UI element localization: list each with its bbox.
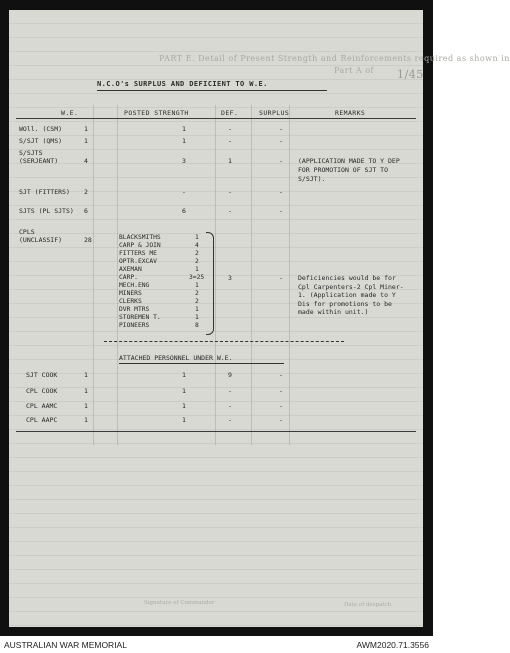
cpls-posted-total: 3=25 [189,274,205,281]
attached-we: 1 [84,416,88,424]
bottom-rule [16,431,416,432]
attached-we: 1 [84,371,88,379]
trade-name: STOREMEN T. [119,314,161,321]
row-def: - [228,125,232,133]
row-we: 1 [84,137,88,145]
row-surplus: - [279,137,283,145]
row-rank: SJT (FITTERS) [19,188,70,196]
trade-name: BLACKSMITHS [119,234,161,241]
credit-bar [0,636,433,653]
column-line [215,105,216,445]
cpls-def: 3 [228,274,232,282]
attached-posted: 1 [182,416,186,424]
attached-surplus: - [279,387,283,395]
row-we: 6 [84,207,88,215]
attached-posted: 1 [182,387,186,395]
cpls-we: 28 [84,236,92,244]
attached-rank: CPL AAPC [26,416,58,424]
header-posted: POSTED STRENGTH [124,109,189,117]
attached-rank: SJT COOK [26,371,58,379]
row-rank-sub: (SERJEANT) [19,157,59,165]
attached-surplus: - [279,402,283,410]
column-line [93,105,94,445]
trade-count: 2 [195,298,199,305]
faded-date-mark: 1/45 [397,68,424,81]
row-surplus: - [279,125,283,133]
row-rank: S/SJTS [19,149,43,157]
document-page [9,10,510,627]
row-surplus: - [279,207,283,215]
header-rule [16,118,416,119]
row-remarks: (APPLICATION MADE TO Y DEP FOR PROMOTION OF SJT TO S/SJT). [298,157,400,183]
trade-name: OPTR.EXCAV [119,258,157,265]
trade-count: 1 [195,266,199,273]
column-line [251,105,252,445]
trade-count: 1 [195,282,199,289]
row-posted: - [182,188,186,196]
credit-accession: AWM2020.71.3556 [356,640,429,650]
header-remarks: REMARKS [335,109,366,117]
row-rank: S/SJT (QMS) [19,137,63,145]
attached-def: 9 [228,371,232,379]
cpls-surplus: - [279,274,283,282]
row-rank: WOll. (CSM) [19,125,63,133]
attached-posted: 1 [182,402,186,410]
row-def: - [228,188,232,196]
cpls-rank-sub: (UNCLASSIF) [19,236,63,244]
trade-name: MECH.ENG [119,282,150,289]
attached-rank: CPL COOK [26,387,58,395]
attached-surplus: - [279,371,283,379]
trade-count: 8 [195,322,199,329]
trade-count: 2 [195,250,199,257]
trade-name: CARP & JOIN [119,242,161,249]
attached-def: - [228,416,232,424]
row-posted: 6 [182,207,186,215]
row-posted: 3 [182,157,186,165]
credit-institution: AUSTRALIAN WAR MEMORIAL [4,640,127,650]
cpls-remarks: Deficiencies would be for Cpl Carpenters-2 Cpl Miner-1. (Application made to Y Dis for promotions to be made within unit.) [298,274,404,316]
row-def: - [228,137,232,145]
trade-count: 1 [195,234,199,241]
attached-we: 1 [84,387,88,395]
footer-signature: Signature of Commander [144,600,215,606]
row-surplus: - [279,157,283,165]
header-def: DEF. [221,109,239,117]
faded-part-title: PART E. Detail of Present Strength and Reinforcements required as shown in [159,54,510,63]
dashed-separator [104,341,344,342]
trade-name: CLERKS [119,298,142,305]
attached-def: - [228,387,232,395]
trade-count: 1 [195,306,199,313]
attached-posted: 1 [182,371,186,379]
attached-title: ATTACHED PERSONNEL UNDER W.E. [119,354,233,362]
column-line [289,105,290,445]
row-rank: SJTS (PL SJTS) [19,207,74,215]
row-we: 2 [84,188,88,196]
trade-name: AXEMAN [119,266,142,273]
row-posted: 1 [182,125,186,133]
row-def: - [228,207,232,215]
trade-count: 4 [195,242,199,249]
title-underline [97,90,327,91]
column-line [117,105,118,445]
trade-count: 2 [195,290,199,297]
trade-name: CARP. [119,274,138,281]
trade-count: 2 [195,258,199,265]
footer-date: Date of despatch [344,602,392,608]
row-surplus: - [279,188,283,196]
trade-name: MINERS [119,290,142,297]
document-title: N.C.O's SURPLUS AND DEFICIENT TO W.E. [97,80,268,88]
trade-name: PIONEERS [119,322,150,329]
attached-surplus: - [279,416,283,424]
attached-title-underline [119,363,284,364]
faded-part-a: Part A of [334,66,374,75]
trades-brace [206,232,214,335]
row-posted: 1 [182,137,186,145]
header-we: W.E. [61,109,79,117]
attached-rank: CPL AAMC [26,402,58,410]
attached-def: - [228,402,232,410]
cpls-rank: CPLS [19,228,35,236]
trade-name: FITTERS ME [119,250,157,257]
trade-count: 1 [195,314,199,321]
row-we: 4 [84,157,88,165]
attached-we: 1 [84,402,88,410]
header-surplus: SURPLUS [259,109,290,117]
row-def: 1 [228,157,232,165]
trade-name: DVR MTRS [119,306,150,313]
row-we: 1 [84,125,88,133]
